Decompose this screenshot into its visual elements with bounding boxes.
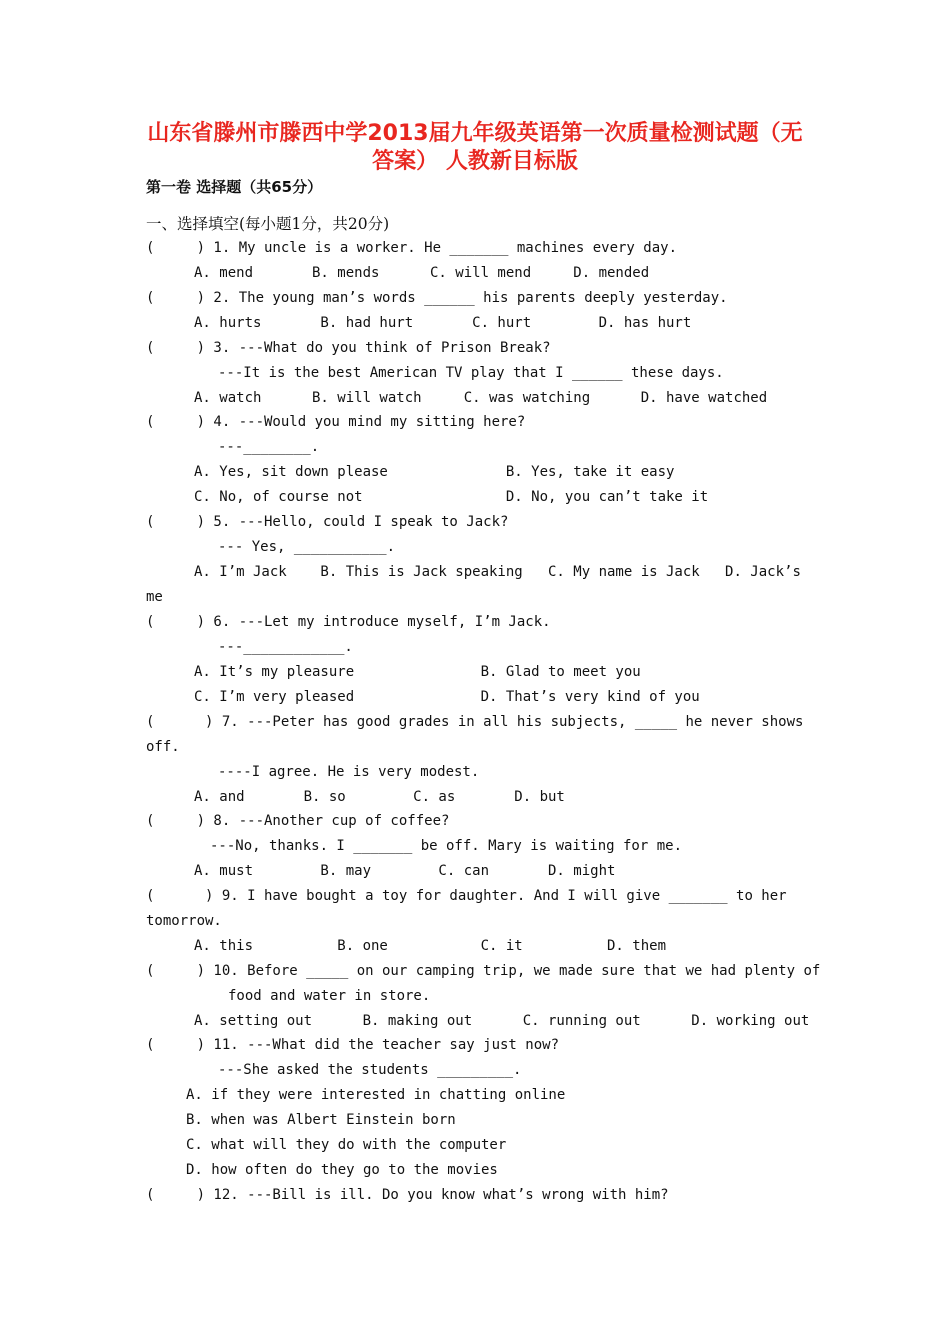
- q6-stem: ( ) 6. ---Let my introduce myself, I’m Jack.: [146, 614, 551, 630]
- q4-dialogue: ---________.: [218, 439, 320, 455]
- q5-options: A. I’m Jack B. This is Jack speaking C. My name is Jack D. Jack’s: [194, 564, 801, 580]
- q2-options: A. hurts B. had hurt C. hurt D. has hurt: [194, 315, 692, 331]
- q6-dialogue: ---____________.: [218, 639, 353, 655]
- q8-options: A. must B. may C. can D. might: [194, 863, 616, 879]
- q5-stem: ( ) 5. ---Hello, could I speak to Jack?: [146, 514, 509, 530]
- q10-stem-wrap: food and water in store.: [228, 988, 431, 1004]
- q11-stem: ( ) 11. ---What did the teacher say just now?: [146, 1037, 560, 1053]
- q7-stem-wrap: off.: [146, 739, 180, 755]
- q7-stem: ( ) 7. ---Peter has good grades in all his subjects, _____ he never shows: [146, 714, 804, 730]
- q9-options: A. this B. one C. it D. them: [194, 938, 667, 954]
- q9-stem-wrap: tomorrow.: [146, 913, 222, 929]
- q9-stem: ( ) 9. I have bought a toy for daughter. And I will give _______ to her: [146, 888, 787, 904]
- subsection-title: 一、选择填空(每小题1分，共20分): [146, 215, 390, 233]
- q4-options-cd: C. No, of course not D. No, you can’t take it: [194, 489, 709, 505]
- q11-option-a: A. if they were interested in chatting online: [186, 1087, 566, 1103]
- q6-options-ab: A. It’s my pleasure B. Glad to meet you: [194, 664, 641, 680]
- document-title: [140, 120, 810, 176]
- q12-stem: ( ) 12. ---Bill is ill. Do you know what’s wrong with him?: [146, 1187, 669, 1203]
- title-line-1: 山东省滕州市滕西中学2013届九年级英语第一次质量检测试题（无: [147, 121, 803, 146]
- q3-dialogue: ---It is the best American TV play that I ______ these days.: [218, 365, 724, 381]
- title-line-2: 答案） 人教新目标版: [372, 149, 578, 174]
- section-title: 第一卷 选择题（共65分）: [146, 178, 323, 196]
- q6-options-cd: C. I’m very pleased D. That’s very kind of you: [194, 689, 700, 705]
- q10-options: A. setting out B. making out C. running out D. working out: [194, 1013, 810, 1029]
- q7-dialogue: ----I agree. He is very modest.: [218, 764, 480, 780]
- q7-options: A. and B. so C. as D. but: [194, 789, 565, 805]
- q3-stem: ( ) 3. ---What do you think of Prison Break?: [146, 340, 551, 356]
- q2-stem: ( ) 2. The young man’s words ______ his parents deeply yesterday.: [146, 290, 728, 306]
- q5-dialogue: --- Yes, ___________.: [218, 539, 396, 555]
- q3-options: A. watch B. will watch C. was watching D. have watched: [194, 390, 768, 406]
- q11-dialogue: ---She asked the students _________.: [218, 1062, 522, 1078]
- q11-option-c: C. what will they do with the computer: [186, 1137, 507, 1153]
- q4-stem: ( ) 4. ---Would you mind my sitting here?: [146, 414, 526, 430]
- q4-options-ab: A. Yes, sit down please B. Yes, take it easy: [194, 464, 675, 480]
- q8-dialogue: ---No, thanks. I _______ be off. Mary is waiting for me.: [210, 838, 683, 854]
- q5-options-wrap: me: [146, 589, 163, 605]
- q1-options: A. mend B. mends C. will mend D. mended: [194, 265, 650, 281]
- q8-stem: ( ) 8. ---Another cup of coffee?: [146, 813, 450, 829]
- q11-option-d: D. how often do they go to the movies: [186, 1162, 498, 1178]
- q10-stem: ( ) 10. Before _____ on our camping trip, we made sure that we had plenty of: [146, 963, 821, 979]
- q1-stem: ( ) 1. My uncle is a worker. He _______ machines every day.: [146, 240, 678, 256]
- q11-option-b: B. when was Albert Einstein born: [186, 1112, 456, 1128]
